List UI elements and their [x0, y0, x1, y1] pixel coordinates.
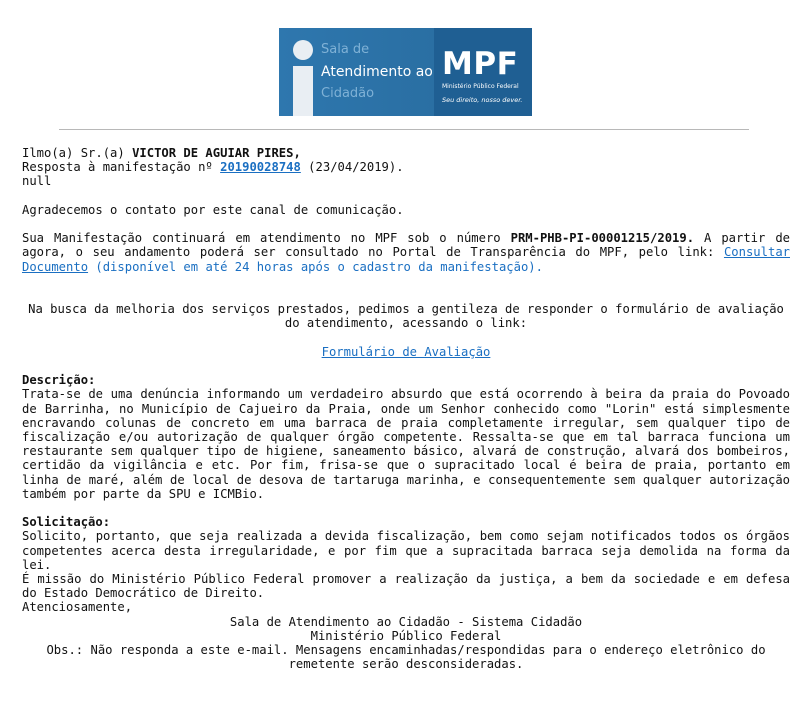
- spacer: [22, 501, 790, 515]
- mpf-slogan: Seu direito, nosso dever.: [442, 96, 523, 104]
- consult-document-link[interactable]: Consultar Documento: [22, 245, 790, 274]
- status-paragraph: [22, 231, 790, 274]
- spacer: [22, 288, 790, 302]
- survey-text: Na busca da melhoria dos serviços prestados, pedimos a gentileza de responder o formulário de avaliação do atendimento, acessando o link:: [28, 302, 784, 331]
- status-text2: A partir de agora, o seu andamento poderá ser consultado no Portal de Transparência do MPF, pelo link:: [22, 231, 790, 260]
- spacer: [22, 331, 790, 345]
- thanks-line: Agradecemos o contato por este canal de comunicação.: [22, 202, 404, 217]
- banner-line2: Atendimento ao: [321, 64, 433, 80]
- response-line: [22, 160, 790, 174]
- survey-link-line: [22, 345, 790, 359]
- description-heading: Descrição:: [22, 373, 96, 388]
- manifest-date: (23/04/2019).: [300, 160, 404, 175]
- mission-text: É missão do Ministério Público Federal promover a realização da justiça, a bem da sociedade e em defesa do Estado Democrático de Direito.: [22, 571, 790, 601]
- status-note: (disponível em até 24 horas após o cadastro da manifestação).: [88, 259, 543, 274]
- status-number: PRM-PHB-PI-00001215/2019.: [510, 231, 695, 246]
- header-divider: [59, 129, 749, 130]
- mpf-brand: MPF: [442, 46, 519, 82]
- recipient-name: VICTOR DE AGUIAR PIRES,: [132, 146, 301, 160]
- request-heading: Solicitação:: [22, 515, 111, 530]
- survey-form-link[interactable]: Formulário de Avaliação: [321, 344, 491, 359]
- greeting-prefix: Ilmo(a) Sr.(a): [22, 146, 133, 160]
- email-body: [22, 146, 790, 671]
- mpf-brand-sub: Ministério Público Federal: [442, 83, 519, 90]
- mpf-banner-logo: [279, 28, 532, 116]
- status-text1: Sua Manifestação continuará em atendimento no MPF sob o número: [22, 231, 511, 246]
- description-body: Trata-se de uma denúncia informando um verdadeiro absurdo que está ocorrendo à beira da praia do Povoado de Barrinha, no Município de Cajueiro da Praia, onde um Senhor conhecido como "Lorin" está simplesmente encravando colunas de concreto em uma barraca de praia completamente irregular, sem qualquer tipo de fiscalização e/ou autorização de qualquer órgão competente. Ressalta-se que em tal barraca funciona um restaurante sem qualquer tipo de higiene, saneamento básico, alvará de construção, alvará dos bombeiros, certidão da vigilância e etc. Por fim, frisa-se que o supracitado local é beira de praia, portanto em linha de maré, além de local de desova de tartaruga marinha, e consequentemente sem qualquer autorização também por parte da SPU e ICMBio.: [22, 387, 790, 501]
- footer-line1: Sala de Atendimento ao Cidadão - Sistema Cidadão: [229, 614, 583, 629]
- spacer: [22, 217, 790, 231]
- request-body: Solicito, portanto, que seja realizada a devida fiscalização, bem como sejam notificados todos os órgãos competentes acerca desta irregularidade, e por fim que a supracitada barraca seja demolida na forma da lei.: [22, 529, 790, 572]
- manifest-number-link[interactable]: 20190028748: [220, 160, 301, 175]
- spacer: [22, 274, 790, 288]
- footer-notice: Obs.: Não responda a este e-mail. Mensagens encaminhadas/respondidas para o endereço eletrônico do remetente serão desconsideradas.: [46, 643, 766, 672]
- citizen-body-icon: [293, 66, 313, 116]
- citizen-head-icon: [293, 40, 313, 60]
- banner-line1: Sala de: [321, 42, 370, 57]
- null-line: null: [22, 174, 52, 189]
- spacer: [22, 189, 790, 203]
- banner-line3: Cidadão: [321, 86, 375, 101]
- response-prefix: Resposta à manifestação nº: [22, 160, 221, 175]
- closing-text: Atenciosamente,: [22, 600, 133, 615]
- footer-line2: Ministério Público Federal: [310, 628, 502, 643]
- spacer: [22, 359, 790, 373]
- greeting-line: [22, 146, 790, 160]
